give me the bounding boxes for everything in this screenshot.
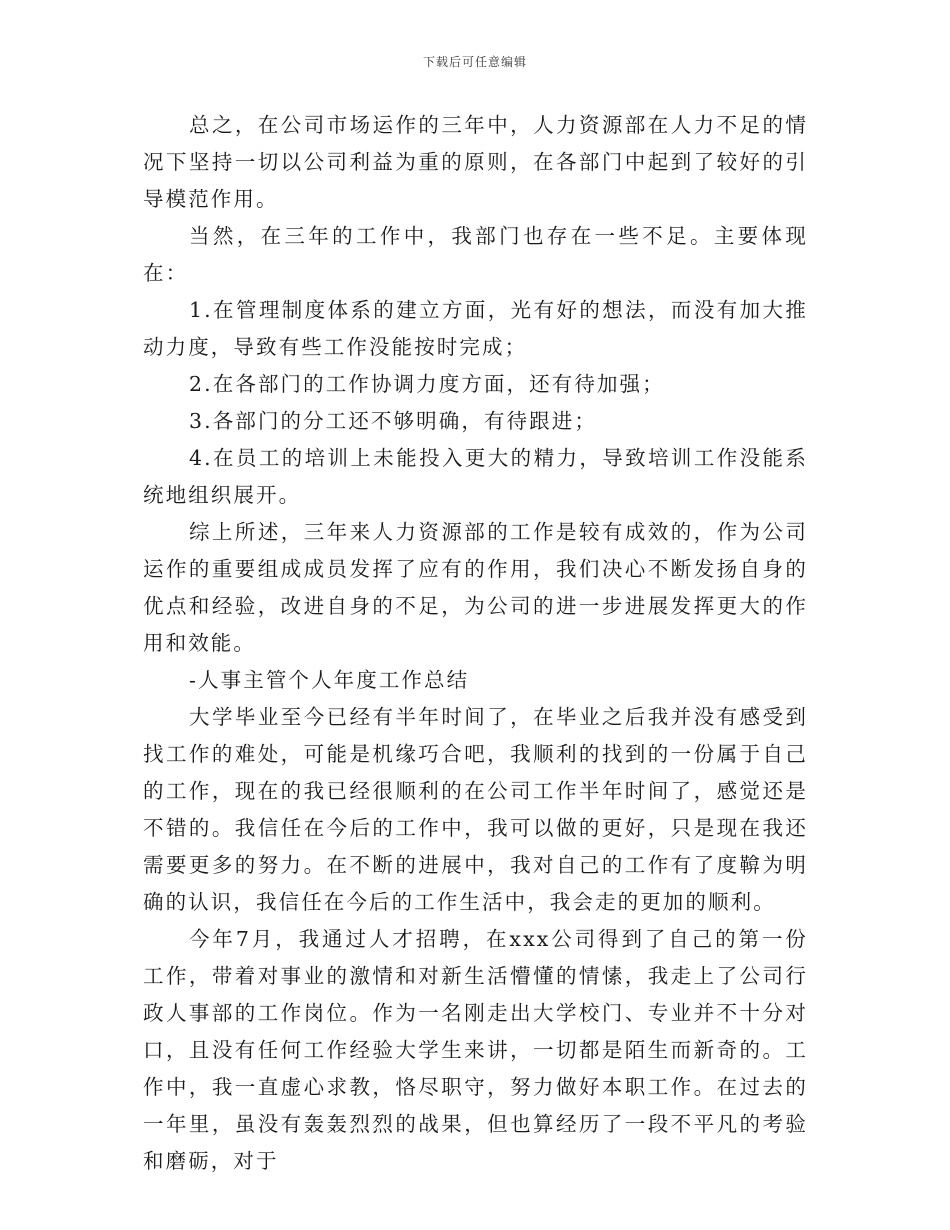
paragraph-conclusion: 综上所述，三年来人力资源部的工作是较有成效的，作为公司运作的重要组成成员发挥了应有的作用，我们决心不断发扬自身的优点和经验，改进自身的不足，为公司的进一步进展发挥更大的作用和效能。 (143, 520, 808, 655)
paragraph-july: 今年7月，我通过人才招聘，在xxx公司得到了自己的第一份工作，带着对事业的激情和对新生活懵懂的情愫，我走上了公司行政人事部的工作岗位。作为一名刚走出大学校门、专业并不十分对口，且没有任何工作经验大学生来讲，一切都是陌生而新奇的。工作中，我一直虚心求教，恪尽职守，努力做好本职工作。在过去的一年里，虽没有轰轰烈烈的战果，但也算经历了一段不平凡的考验和磨砺，对于 (143, 927, 808, 1173)
section-title: -人事主管个人年度工作总结 (189, 668, 470, 692)
paragraph-summary: 总之，在公司市场运作的三年中，人力资源部在人力不足的情况下坚持一切以公司利益为重的原则，在各部门中起到了较好的引导模范作用。 (143, 113, 808, 211)
paragraph-shortcomings-intro: 当然，在三年的工作中，我部门也存在一些不足。主要体现在： (143, 224, 808, 285)
paragraph-graduation: 大学毕业至今已经有半年时间了，在毕业之后我并没有感受到找工作的难处，可能是机缘巧合吧，我顺利的找到的一份属于自己的工作，现在的我已经很顺利的在公司工作半年时间了，感觉还是不错的。我信任在今后的工作中，我可以做的更好，只是现在我还需要更多的努力。在不断的进展中，我对自己的工作有了度鞥为明确的认识，我信任在今后的工作生活中，我会走的更加的顺利。 (143, 705, 808, 914)
list-item-2: 2.在各部门的工作协调力度方面，还有待加强； (189, 372, 665, 396)
document-body (143, 107, 808, 1180)
list-item-3: 3.各部门的分工还不够明确，有待跟进； (189, 409, 597, 433)
list-item-4: 4.在员工的培训上未能投入更大的精力，导致培训工作没能系统地组织展开。 (143, 446, 808, 507)
list-item-1: 1.在管理制度体系的建立方面，光有好的想法，而没有加大推动力度，导致有些工作没能按时完成； (143, 298, 808, 359)
page-header: 下载后可任意编辑 (422, 55, 527, 69)
